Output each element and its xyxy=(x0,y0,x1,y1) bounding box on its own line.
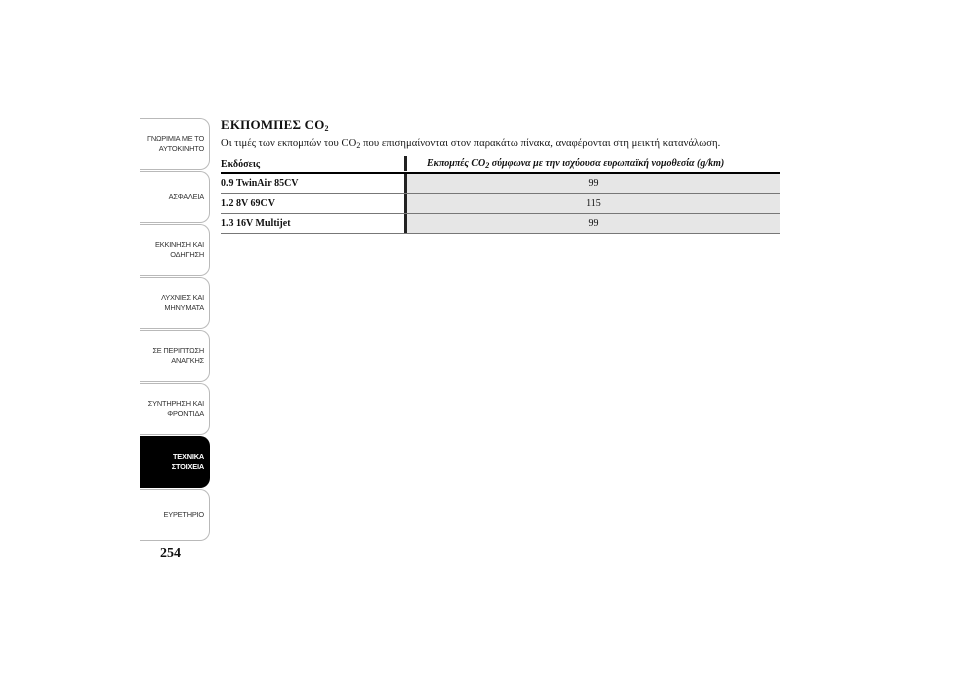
value-cell: 99 xyxy=(404,214,780,233)
tab-label: ΛΥΧΝΙΕΣ ΚΑΙ ΜΗΝΥΜΑΤΑ xyxy=(161,293,204,312)
title-text: ΕΚΠΟΜΠΕΣ CO xyxy=(221,117,325,132)
header-emissions-text: Εκπομπές CO xyxy=(427,157,486,169)
tab-label: ΕΚΚΙΝΗΣΗ ΚΑΙ ΟΔΗΓΗΣΗ xyxy=(155,240,204,259)
tab-getting-to-know-car[interactable] xyxy=(140,118,210,170)
tab-label: ΣΕ ΠΕΡΙΠΤΩΣΗ ΑΝΑΓΚΗΣ xyxy=(152,346,204,365)
tab-label: ΤΕΧΝΙΚΑ ΣΤΟΙΧΕΙΑ xyxy=(171,452,204,471)
tab-emergency[interactable] xyxy=(140,330,210,382)
intro-subscript: 2 xyxy=(356,141,361,150)
header-emissions-subscript: 2 xyxy=(485,160,490,170)
tab-technical-data[interactable] xyxy=(140,436,210,488)
value-cell: 99 xyxy=(404,174,780,193)
tab-label: ΕΥΡΕΤΗΡΙΟ xyxy=(163,510,204,519)
tab-warning-lights[interactable] xyxy=(140,277,210,329)
main-content xyxy=(221,117,780,229)
tab-label: ΑΣΦΑΛΕΙΑ xyxy=(168,192,204,201)
header-emissions-text-after: σύμφωνα με την ισχύουσα ευρωπαϊκή νομοθεσία (g/km) xyxy=(489,157,725,169)
table-header xyxy=(221,157,780,174)
tab-safety[interactable] xyxy=(140,171,210,223)
page-number: 254 xyxy=(160,546,181,561)
title-subscript: 2 xyxy=(324,124,329,133)
tab-starting-driving[interactable] xyxy=(140,224,210,276)
table-row xyxy=(221,174,780,194)
intro-text-before: Οι τιμές των εκπομπών του CO xyxy=(221,138,357,149)
value-cell: 115 xyxy=(404,194,780,213)
version-cell: 0.9 TwinAir 85CV xyxy=(221,178,299,189)
section-title xyxy=(221,117,780,133)
emissions-table xyxy=(221,157,780,234)
table-row xyxy=(221,194,780,214)
version-cell: 1.3 16V Multijet xyxy=(221,218,291,229)
tab-label: ΣΥΝΤΗΡΗΣΗ ΚΑΙ ΦΡΟΝΤΙΔΑ xyxy=(147,399,204,418)
intro-text-after: που επισημαίνονται στον παρακάτω πίνακα, αναφέρονται στη μεικτή κατανάλωση. xyxy=(360,138,721,149)
intro-paragraph xyxy=(221,138,780,150)
header-versions: Εκδόσεις xyxy=(221,159,261,170)
table-row xyxy=(221,214,780,234)
header-emissions xyxy=(404,156,780,171)
tab-maintenance[interactable] xyxy=(140,383,210,435)
version-cell: 1.2 8V 69CV xyxy=(221,198,275,209)
tab-label: ΓΝΩΡΙΜΙΑ ΜΕ ΤΟ ΑΥΤΟΚΙΝΗΤΟ xyxy=(146,134,204,153)
tab-index[interactable] xyxy=(140,489,210,541)
